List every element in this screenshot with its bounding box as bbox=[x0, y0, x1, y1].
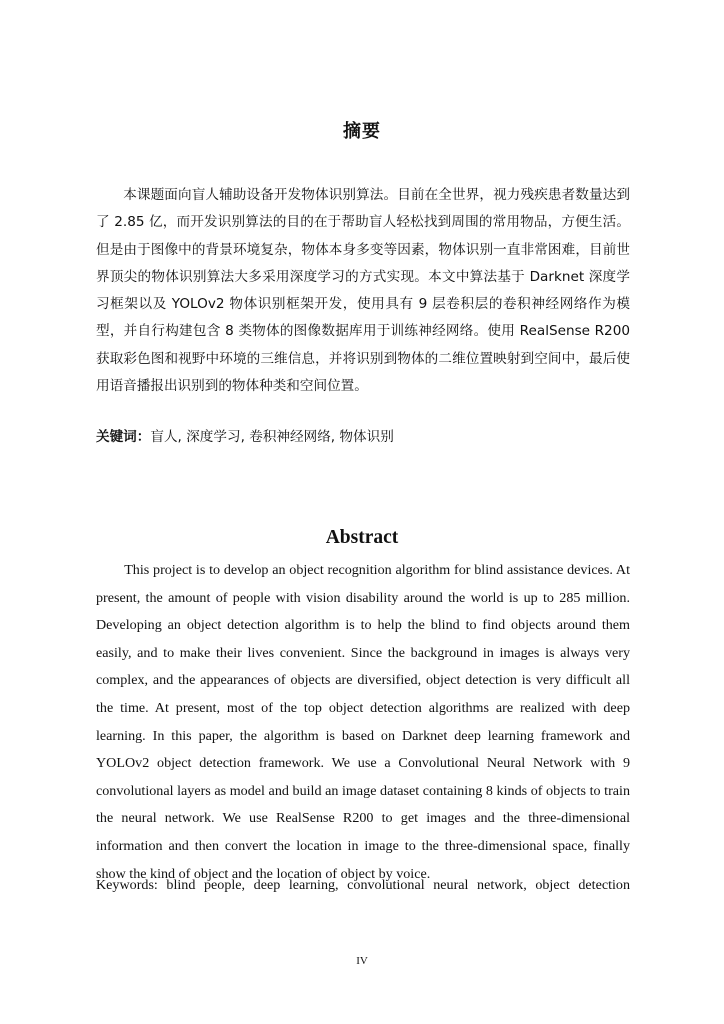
chinese-keywords-list: 盲人, 深度学习, 卷积神经网络, 物体识别 bbox=[150, 429, 394, 445]
english-keywords: Keywords: blind people, deep learning, convolutional neural network, object detection bbox=[96, 877, 630, 893]
english-abstract-body: This project is to develop an object recognition algorithm for blind assistance devices. At present, the amount of people with vision disability around the world is up to 285 million. Developing an object detection algorithm is to help the blind to find objects around them easily, and to make their lives convenient. Since the background in images is always very complex, and the appearances of objects are diversified, object detection is very difficult all the time. At present, most of the top object detection algorithms are realized with deep learning. In this paper, the algorithm is based on Darknet deep learning framework and YOLOv2 object detection framework. We use a Convolutional Neural Network with 9 convolutional layers as model and build an image dataset containing 8 kinds of objects to train the neural network. We use RealSense R200 to get images and the three-dimensional information and then convert the location in image to the three-dimensional space, finally show the kind of object and the location of object by voice. bbox=[96, 562, 630, 882]
chinese-keywords bbox=[96, 425, 630, 449]
chinese-abstract-body: 本课题面向盲人辅助设备开发物体识别算法。目前在全世界，视力残疾患者数量达到了 2.85 亿，而开发识别算法的目的在于帮助盲人轻松找到周围的常用物品，方便生活。但是由于图像中的背景环境复杂，物体本身多变等因素，物体识别一直非常困难，目前世界顶尖的物体识别算法大多采用深度学习的方式实现。本文中算法基于 Darknet 深度学习框架以及 YOLOv2 物体识别框架开发，使用具有 9 层卷积层的卷积神经网络作为模型，并自行构建包含 8 类物体的图像数据库用于训练神经网络。使用 RealSense R200 获取彩色图和视野中环境的三维信息，并将识别到物体的二维位置映射到空间中，最后使用语音播报出识别到的物体种类和空间位置。 bbox=[96, 187, 630, 395]
english-abstract-title: Abstract bbox=[325, 527, 399, 548]
page-number: IV bbox=[356, 955, 368, 967]
chinese-keywords-label: 关键词： bbox=[96, 429, 151, 445]
chinese-abstract-title: 摘要 bbox=[343, 121, 381, 142]
